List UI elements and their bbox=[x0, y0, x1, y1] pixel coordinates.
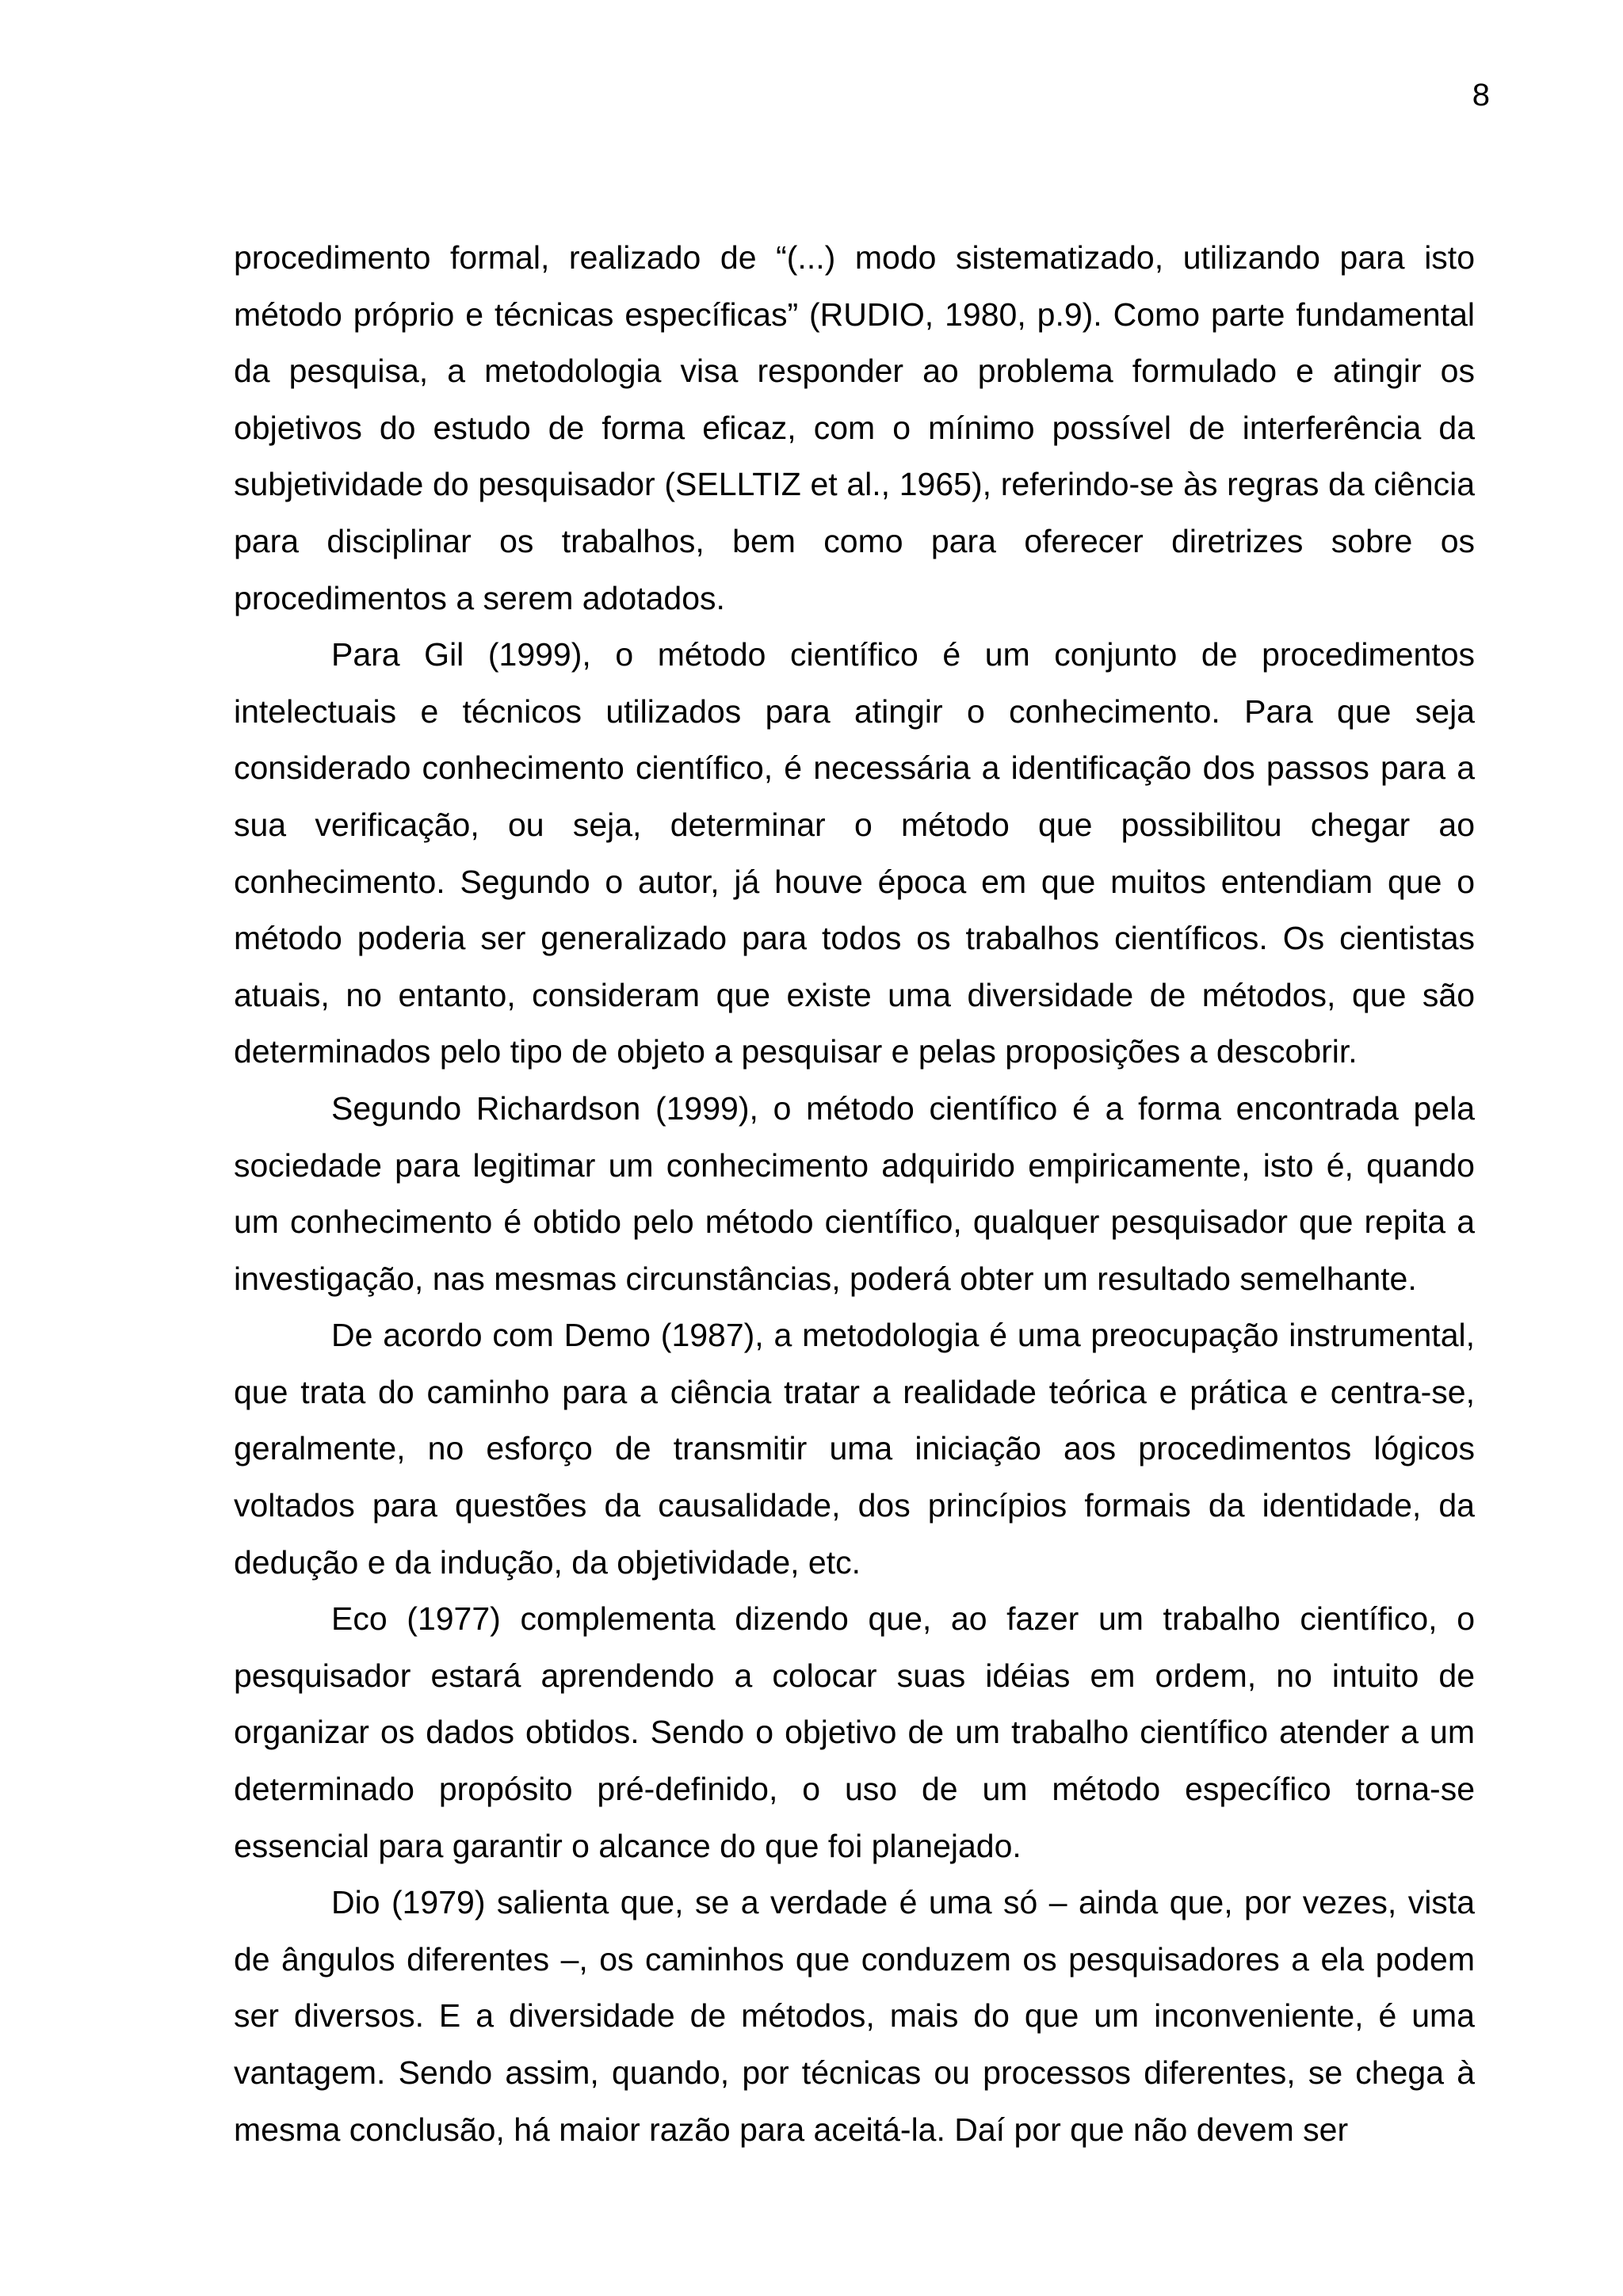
paragraph-6: Dio (1979) salienta que, se a verdade é uma só – ainda que, por vezes, vista de ângulos diferentes –, os caminhos que conduzem os pesquisadores a ela podem ser diversos. E a diversidade de métodos, mais do que um inconveniente, é uma vantagem. Sendo assim, quando, por técnicas ou processos diferentes, se chega à mesma conclusão, há maior razão para aceitá-la. Daí por que não devem ser bbox=[234, 1884, 1475, 2148]
paragraph-3: Segundo Richardson (1999), o método científico é a forma encontrada pela sociedade para legitimar um conhecimento adquirido empiricamente, isto é, quando um conhecimento é obtido pelo método científico, qualquer pesquisador que repita a investigação, nas mesmas circunstâncias, poderá obter um resultado semelhante. bbox=[234, 1089, 1475, 1297]
paragraph-5: Eco (1977) complementa dizendo que, ao fazer um trabalho científico, o pesquisador estará aprendendo a colocar suas idéias em ordem, no intuito de organizar os dados obtidos. Sendo o objetivo de um trabalho científico atender a um determinado propósito pré-definido, o uso de um método específico torna-se essencial para garantir o alcance do que foi planejado. bbox=[234, 1600, 1475, 1864]
page-number: 8 bbox=[1472, 78, 1490, 113]
paragraph-4: De acordo com Demo (1987), a metodologia é uma preocupação instrumental, que trata do caminho para a ciência tratar a realidade teórica e prática e centra-se, geralmente, no esforço de transmitir uma iniciação aos procedimentos lógicos voltados para questões da causalidade, dos princípios formais da identidade, da dedução e da indução, da objetividade, etc. bbox=[234, 1317, 1475, 1581]
body-text bbox=[234, 230, 1475, 2158]
paragraph-1: procedimento formal, realizado de “(...) modo sistematizado, utilizando para isto método próprio e técnicas específicas” (RUDIO, 1980, p.9). Como parte fundamental da pesquisa, a metodologia visa responder ao problema formulado e atingir os objetivos do estudo de forma eficaz, com o mínimo possível de interferência da subjetividade do pesquisador (SELLTIZ et al., 1965), referindo-se às regras da ciência para disciplinar os trabalhos, bem como para oferecer diretrizes sobre os procedimentos a serem adotados. bbox=[234, 239, 1475, 616]
paragraph-2: Para Gil (1999), o método científico é um conjunto de procedimentos intelectuais e técnicos utilizados para atingir o conhecimento. Para que seja considerado conhecimento científico, é necessária a identificação dos passos para a sua verificação, ou seja, determinar o método que possibilitou chegar ao conhecimento. Segundo o autor, já houve época em que muitos entendiam que o método poderia ser generalizado para todos os trabalhos científicos. Os cientistas atuais, no entanto, consideram que existe uma diversidade de métodos, que são determinados pelo tipo de objeto a pesquisar e pelas proposições a descobrir. bbox=[234, 636, 1475, 1070]
